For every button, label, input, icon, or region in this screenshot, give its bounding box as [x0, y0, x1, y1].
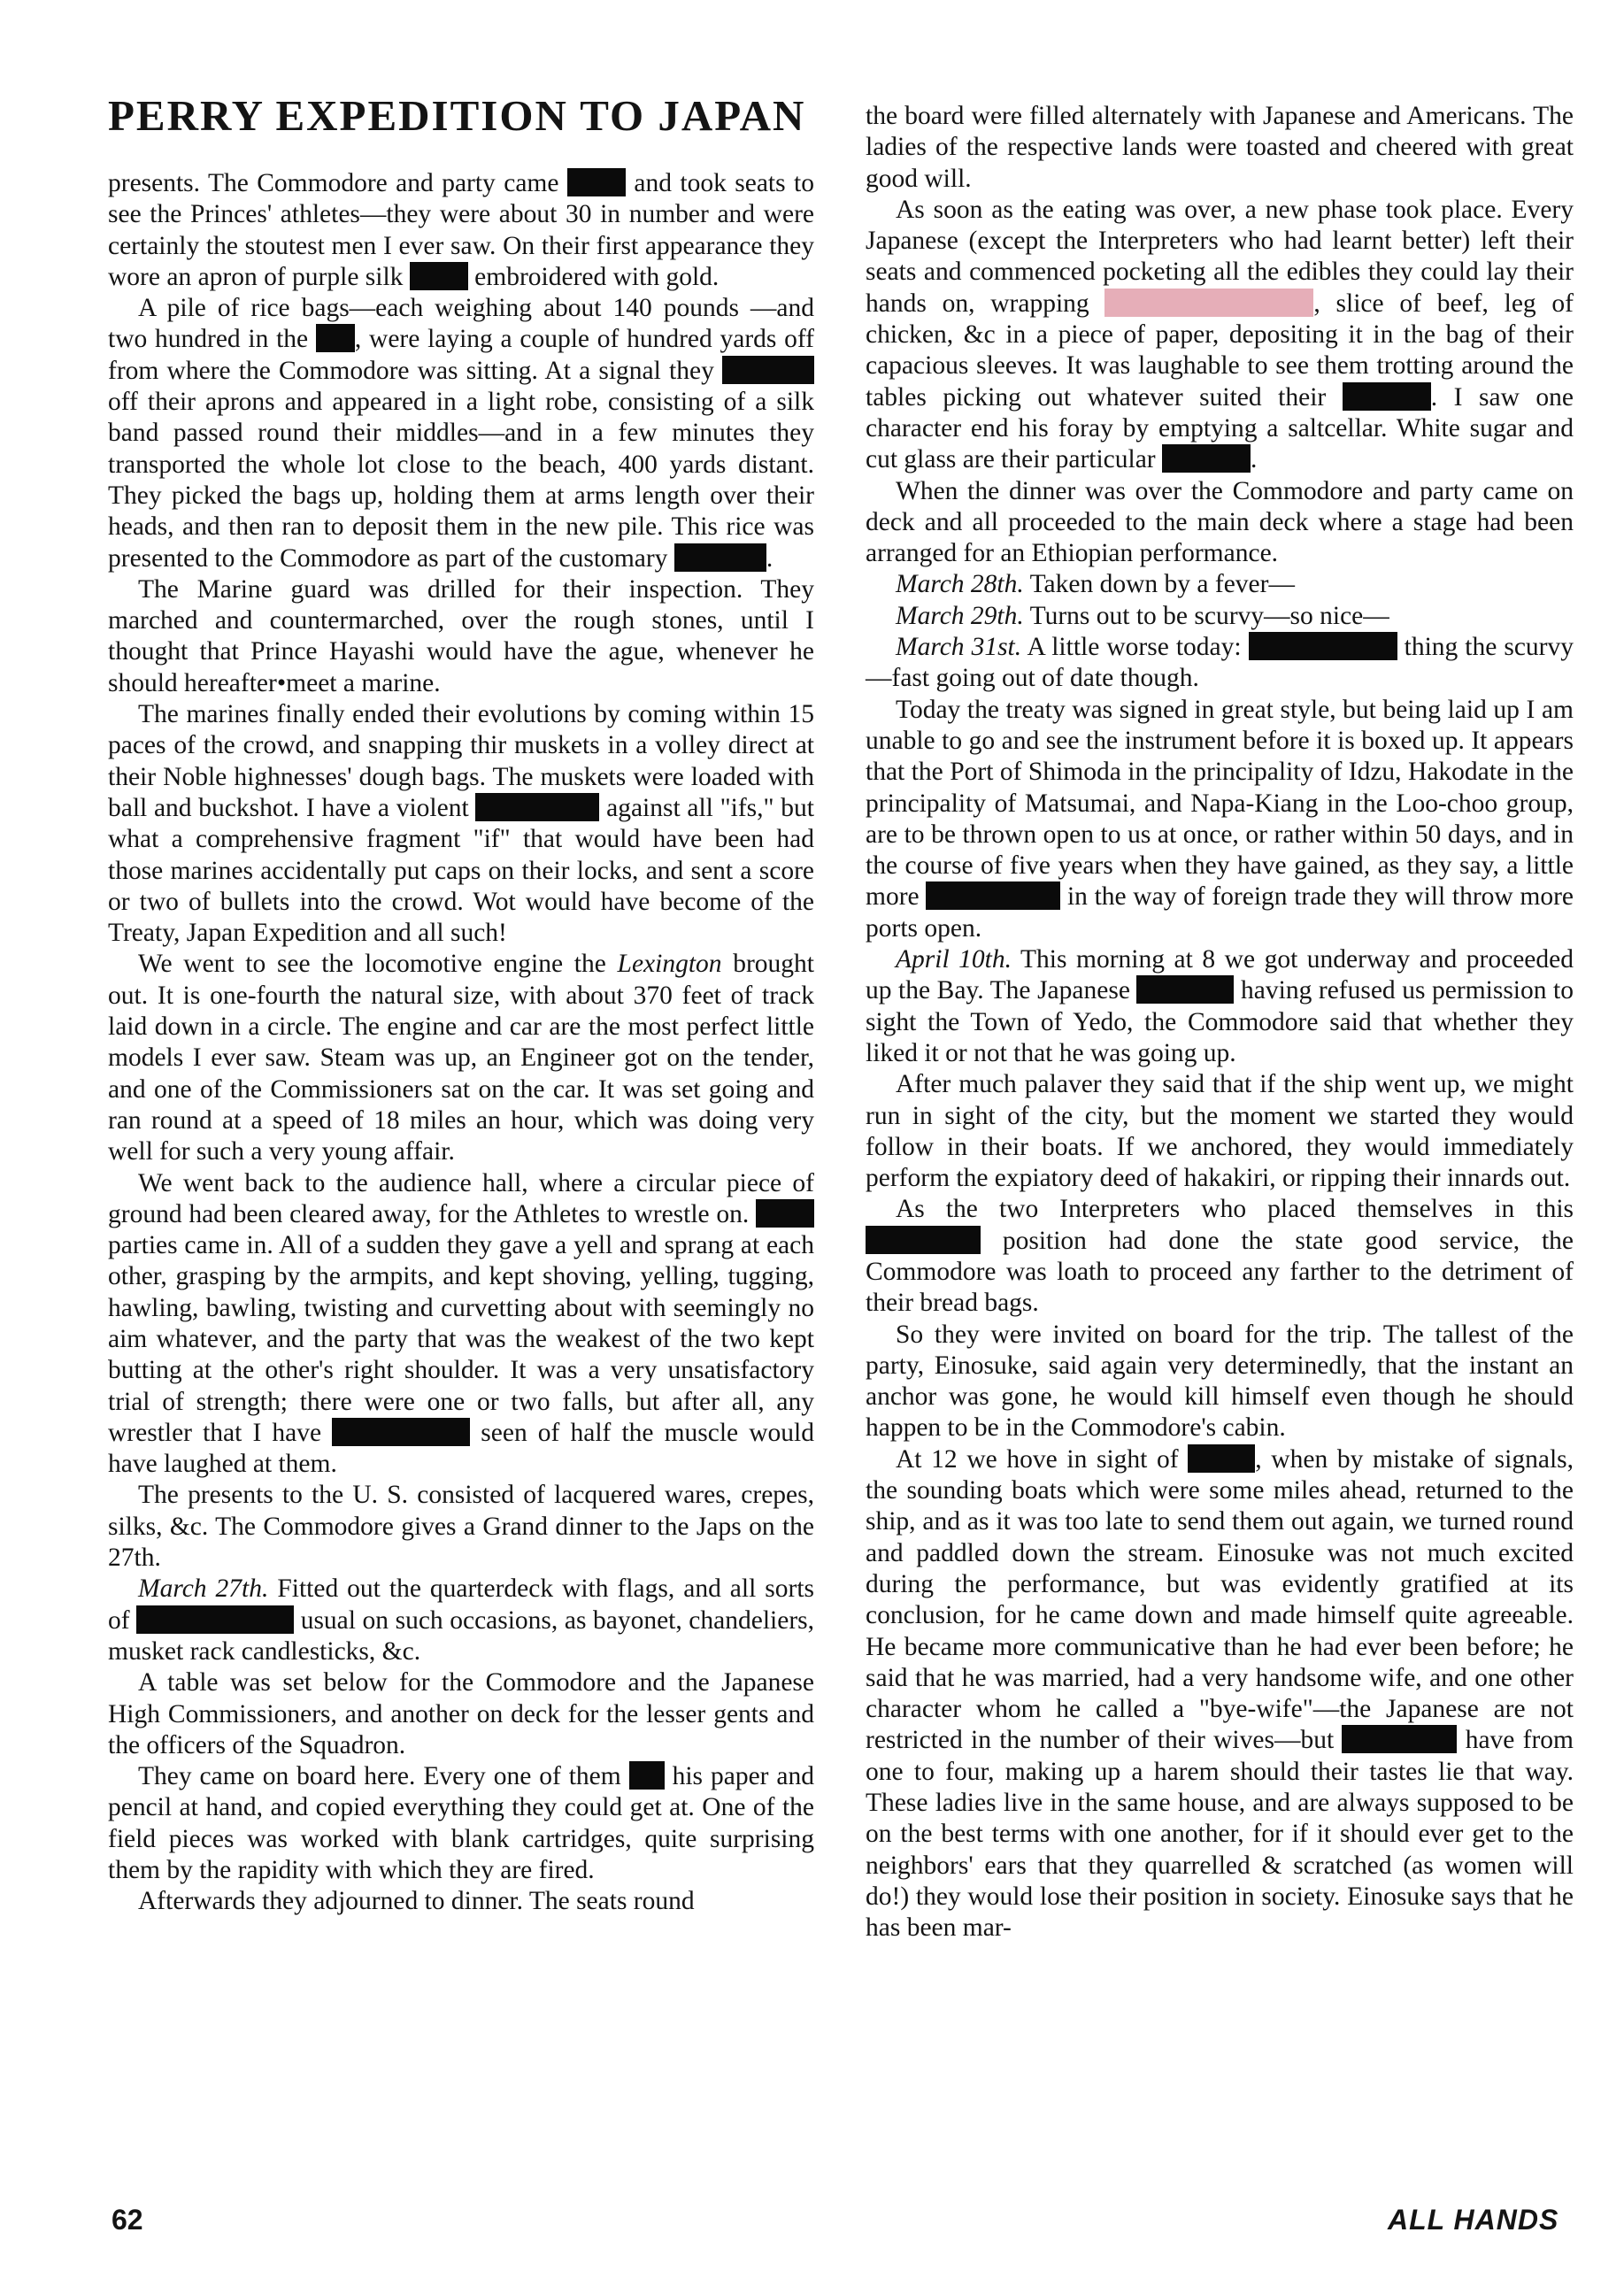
paragraph	[866, 1444, 1574, 1944]
text-run: his paper and pencil at hand, and copied everything they could get at. One of the field pieces was worked with blank cartridges, quite surprising them by the rapidity with which they are fired.	[108, 1762, 815, 1885]
text-run: At 12 we hove in sight of	[896, 1444, 1189, 1474]
redaction-bar	[674, 543, 766, 572]
page-number: 62	[112, 2204, 143, 2236]
paragraph	[866, 569, 1574, 600]
text-run: We went back to the audience hall, where a circular piece of ground had been cleared away, for the Athletes to wrestle on.	[108, 1168, 814, 1228]
paragraph	[866, 1069, 1574, 1194]
paragraph	[866, 944, 1574, 1069]
redaction-bar	[1188, 1444, 1255, 1473]
paragraph	[108, 699, 814, 949]
text-run: , were laying a couple of hundred yards off from where the Commodore was sitting. At a signal they	[108, 325, 815, 385]
redaction-bar	[629, 1761, 665, 1790]
engine-name: Lexington	[617, 950, 722, 979]
left-column	[108, 168, 814, 1918]
text-run: and took seats to see the Princes' athletes—they were about 30 in number and were certainly the stoutest men I ever saw. On their first appearance they wore an apron of purple silk	[108, 169, 814, 291]
text-run: against all "ifs," but what a comprehensive fragment "if" that would have been had those marines accidentally put caps on their locks, and sent a score or two of bullets into the crowd. Wot would have become of the Treaty, Japan Expedition and all such!	[108, 793, 814, 948]
redaction-bar	[567, 168, 626, 196]
text-run: The presents to the U. S. consisted of lacquered wares, crepes, silks, &c. The Commodore gives a Grand dinner to the Japs on the 27th.	[108, 1481, 814, 1573]
redaction-bar	[1343, 382, 1431, 411]
redaction-bar	[926, 881, 1060, 910]
diary-date: March 31st.	[896, 633, 1022, 662]
paragraph	[108, 949, 814, 1167]
paragraph	[108, 168, 814, 293]
text-run: .	[1251, 445, 1258, 474]
text-run: A pile of rice bags—each weighing about 140 pounds —and two hundred in the	[108, 294, 814, 354]
diary-date: March 28th.	[896, 570, 1024, 599]
text-run: having refused us permission to sight the Town of Yedo, the Commodore said that whether they liked it or not that he was going up.	[866, 976, 1574, 1067]
text-run: As the two Interpreters who placed themselves in this	[896, 1195, 1574, 1224]
paragraph	[866, 101, 1574, 195]
paragraph	[866, 632, 1574, 695]
redaction-bar	[410, 262, 468, 290]
text-run: position had done the state good service, the Commodore was loath to proceed any farther to the detriment of their bread bags.	[866, 1226, 1574, 1318]
diary-date: March 27th.	[138, 1574, 269, 1604]
text-run: Afterwards they adjourned to dinner. The seats round	[138, 1887, 695, 1916]
text-run: They came on board here. Every one of them	[138, 1762, 629, 1791]
paragraph	[866, 695, 1574, 944]
text-run: As soon as the eating was over, a new phase took place. Every Japanese (except the Interpreters who had learnt better) left their seats and commenced pocketing all the edibles they could lay their hands on, wrapping	[866, 195, 1574, 318]
redaction-bar	[756, 1199, 814, 1228]
text-run: off their aprons and appeared in a light robe, consisting of a silk band passed round their middles—and in a few minutes they transported the whole lot close to the beach, 400 yards distant. They picked the bags up, holding them at arms length over their heads, and then ran to deposit them in the new pile. This rice was presented to the Commodore as part of the customary	[108, 388, 814, 573]
text-run: seen of half the muscle would have laughed at them.	[108, 1418, 814, 1479]
paragraph	[108, 293, 814, 574]
text-run: brought out. It is one-fourth the natural size, with about 370 feet of track laid down in a circle. The engine and car are the most perfect little models I ever saw. Steam was up, an Engineer got on the tender, and one of the Commissioners sat on the car. It was set going and ran round at a speed of 18 miles an hour, which was doing very well for such a very young affair.	[108, 950, 814, 1166]
redaction-bar	[1249, 632, 1397, 660]
text-run: parties came in. All of a sudden they gave a yell and sprang at each other, grasping by the armpits, and kept shoving, yelling, tugging, hawling, bawling, twisting and curvetting about with seemingly no aim whatever, and the party that was the weakest of the two kept butting at the other's right shoulder. It was a very unsatisfactory trial of strength; there were one or two falls, but after all, any wrestler that I have	[108, 1231, 814, 1447]
paragraph	[108, 1480, 814, 1574]
paragraph	[108, 1761, 814, 1886]
text-run: Turns out to be scurvy—so nice—	[1023, 601, 1389, 630]
redaction-bar	[1342, 1725, 1457, 1753]
paragraph	[108, 574, 814, 699]
right-column	[866, 101, 1574, 1944]
text-run: When the dinner was over the Commodore and party came on deck and all proceeded to the main deck where a stage had been arranged for an Ethiopian performance.	[866, 476, 1574, 568]
redaction-bar	[1104, 289, 1313, 317]
text-run: . I saw one character end his foray by emptying a saltcellar. White sugar and cut glass are their particular	[866, 382, 1574, 474]
text-run: Fitted out the quarterdeck with flags, and all sorts of	[108, 1574, 815, 1635]
text-run: Today the treaty was signed in great style, but being laid up I am unable to go and see the instrument before it is boxed up. It appears that the Port of Shimoda in the principality of Idzu, Hakodate in the principality of Matsumai, and Napa-Kiang in the Loo-choo group, are to be thrown open to us at once, or rather within 50 days, and in the course of five years when they have gained, as they say, a little more	[866, 695, 1574, 912]
redaction-bar	[722, 356, 814, 384]
text-run: We went to see the locomotive engine the	[138, 950, 618, 979]
text-run: A table was set below for the Commodore and the Japanese High Commissioners, and another on deck for the lesser gents and the officers of the Squadron.	[108, 1668, 814, 1759]
text-run: presents. The Commodore and party came	[108, 169, 567, 197]
paragraph	[108, 1886, 814, 1917]
redaction-bar	[475, 793, 599, 821]
text-run: .	[766, 543, 774, 573]
text-run: have from one to four, making up a harem should their tastes lie that way. These ladies live in the same house, and are always supposed to be on the best terms with one another, for if it should ever get to the neighbors' ears that they quarrelled & scratched (as women will do!) they would lose their position in society. Einosuke says that he has been mar-	[866, 1726, 1574, 1943]
paragraph	[108, 1574, 814, 1667]
redaction-bar	[316, 324, 355, 352]
redaction-bar	[866, 1226, 981, 1254]
text-run: the board were filled alternately with Japanese and Americans. The ladies of the respective lands were toasted and cheered with great good will.	[866, 102, 1574, 193]
text-run: usual on such occasions, as bayonet, chandeliers, musket rack candlesticks, &c.	[108, 1605, 814, 1666]
text-run: A little worse today:	[1021, 633, 1249, 662]
paragraph	[866, 601, 1574, 632]
paragraph	[866, 1320, 1574, 1444]
redaction-bar	[1136, 975, 1234, 1004]
redaction-bar	[136, 1605, 294, 1634]
text-run: The marines finally ended their evolutions by coming within 15 paces of the crowd, and snapping thir muskets in a volley direct at their Noble highnesses' dough bags. The muskets were loaded with ball and buckshot. I have a violent	[108, 700, 814, 822]
text-run: So they were invited on board for the trip. The tallest of the party, Einosuke, said again very determinedly, that the instant an anchor was gone, he would kill himself even though he should happen to be in the Commodore's cabin.	[866, 1320, 1574, 1443]
article-title: PERRY EXPEDITION TO JAPAN	[108, 91, 806, 140]
paragraph	[866, 1194, 1574, 1319]
text-run: in the way of foreign trade they will throw more ports open.	[866, 882, 1574, 943]
paragraph	[108, 1168, 814, 1481]
text-run: embroidered with gold.	[467, 262, 720, 291]
text-run: , when by mistake of signals, the sounding boats which were some miles ahead, returned to the ship, and as it was too late to send them out again, we turned round and paddled down the stream. Einosuke was not much excited during the performance, but was evidently gratified at its conclusion, for he came down and made himself quite agreeable. He became more communicative than he had ever been before; he said that he was married, had a very handsome wife, and one other character whom he called a "bye-wife"—the Japanese are not restricted in the number of their wives—but	[866, 1444, 1574, 1755]
diary-date: April 10th.	[896, 945, 1012, 974]
paragraph	[108, 1667, 814, 1761]
text-run: This morning at 8 we got underway and proceeded up the Bay. The Japanese	[866, 945, 1574, 1005]
redaction-bar	[1162, 444, 1251, 473]
text-run: , slice of beef, leg of chicken, &c in a piece of paper, depositing it in the bag of their capacious sleeves. It was laughable to see them trotting around the tables picking out whatever suited their	[866, 289, 1574, 412]
diary-date: March 29th.	[896, 601, 1024, 630]
text-run: Taken down by a fever—	[1023, 570, 1295, 599]
redaction-bar	[332, 1418, 470, 1446]
magazine-name: ALL HANDS	[1388, 2204, 1559, 2236]
text-run: The Marine guard was drilled for their inspection. They marched and countermarched, over the rough stones, until I thought that Prince Hayashi would have the ague, whenever he should hereafter•meet a marine.	[108, 574, 814, 697]
paragraph	[866, 476, 1574, 570]
paragraph	[866, 195, 1574, 476]
text-run: After much palaver they said that if the ship went up, we might run in sight of the city, but the moment we started they would follow in their boats. If we anchored, they would immediately perform the expiatory deed of hakakiri, or ripping their innards out.	[866, 1070, 1574, 1193]
text-run: thing the scurvy—fast going out of date though.	[866, 633, 1574, 693]
